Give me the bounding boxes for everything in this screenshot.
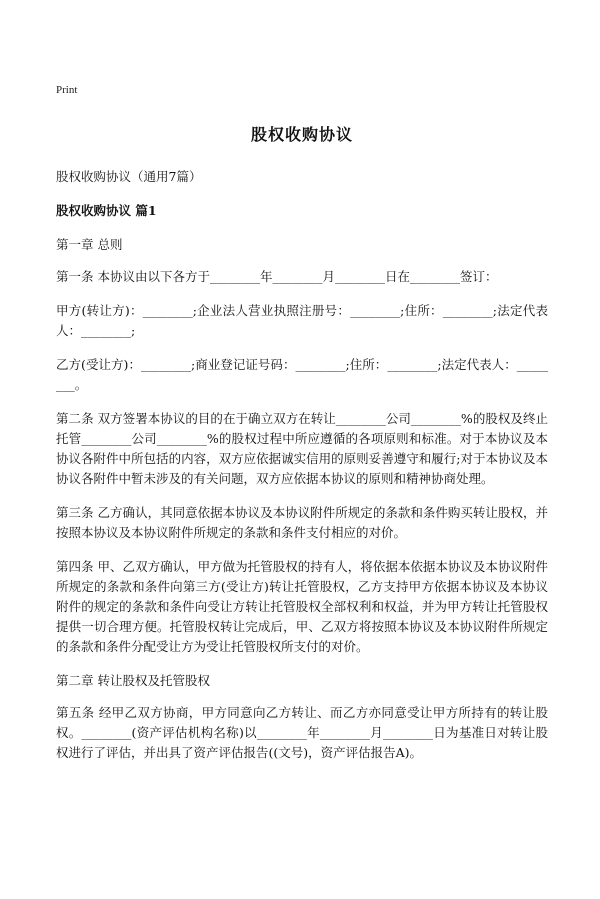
section-heading: 股权收购协议 篇1: [56, 203, 157, 218]
print-label: Print: [56, 84, 78, 96]
chapter-heading-1: 第一章 总则: [56, 237, 123, 252]
paragraph-article-3: 第三条 乙方确认，其同意依据本协议及本协议附件所规定的条款和条件购买转让股权，并按照本协议及本协议附件所规定的条款和条件支付相应的对价。: [56, 505, 548, 540]
paragraph-article-2: 第二条 双方签署本协议的目的在于确立双方在转让________公司________%的股权及终止托管________公司________%的股权过程中所应遵循的各项原则和标准。对于本协议及本协议各附件中所包括的内容，双方应依据诚实信用的原则妥善遵守和履行;对于本协议及本协议各附件中暂未涉及的有关问题，双方应依据本协议的原则和精神协商处理。: [56, 411, 548, 486]
paragraph-party-a: 甲方(转让方)：________;企业法人营业执照注册号：________;住所：________;法定代表人：________;: [56, 303, 548, 338]
paragraph-article-4: 第四条 甲、乙双方确认，甲方做为托管股权的持有人，将依据本依据本协议及本协议附件所规定的条款和条件向第三方(受让方)转让托管股权，乙方支持甲方依据本协议及本协议附件的规定的条款和条件向受让方转让托管股权全部权利和权益，并为甲方转让托管股权提供一切合理方便。托管股权转让完成后，甲、乙双方将按照本协议及本协议附件所规定的条款和条件分配受让方为受让托管股权所支付的对价。: [56, 559, 548, 654]
paragraph-party-b: 乙方(受让方)：________;商业登记证号码：________;住所：________;法定代表人：________。: [56, 357, 548, 392]
paragraph-article-5: 第五条 经甲乙双方协商，甲方同意向乙方转让、而乙方亦同意受让甲方所持有的转让股权。________(资产评估机构名称)以________年________月________日为基准日对转让股权进行了评估，并出具了资产评估报告((文号)，资产评估报告A)。: [56, 705, 548, 760]
paragraph-article-1: 第一条 本协议由以下各方于________年________月________日在________签订：: [56, 269, 498, 284]
document-subtitle: 股权收购协议（通用7篇）: [56, 169, 202, 184]
chapter-heading-2: 第二章 转让股权及托管股权: [56, 673, 210, 688]
document-title: 股权收购协议: [250, 125, 353, 144]
